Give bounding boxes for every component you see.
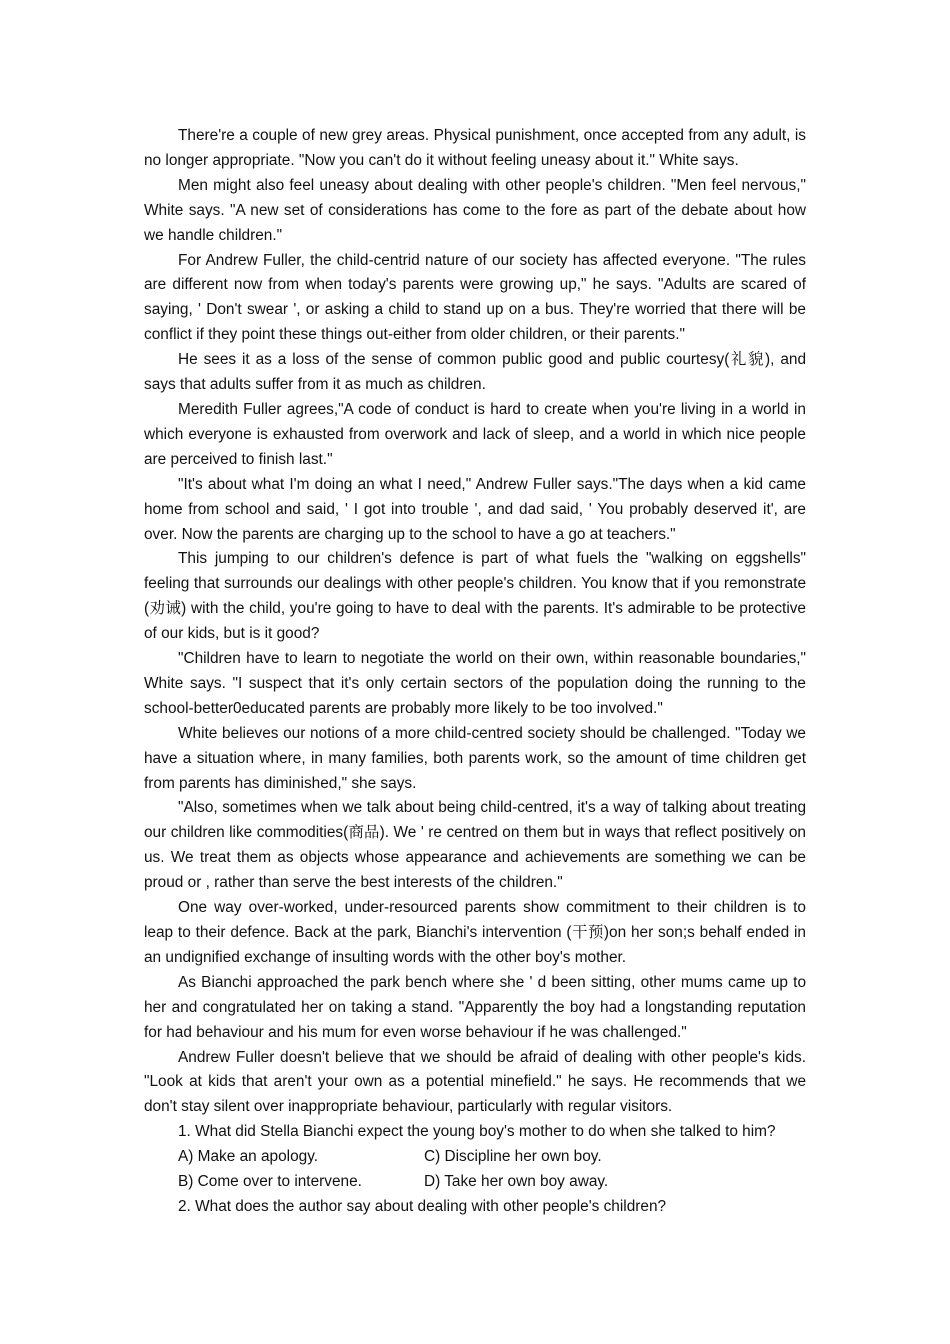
option-c: C) Discipline her own boy. bbox=[424, 1148, 602, 1166]
paragraph-9: White believes our notions of a more child-centred society should be challenged. "Today we have a situation where, in many families, both parents work, so the amount of time children get from parents has diminished," she says. bbox=[144, 724, 806, 792]
paragraph-1: There're a couple of new grey areas. Physical punishment, once accepted from any adult, is no longer appropriate. "Now you can't do it without feeling uneasy about it." White says. bbox=[144, 127, 806, 169]
question-1-options-row-1 bbox=[144, 1145, 806, 1170]
document-page bbox=[144, 124, 806, 1220]
paragraph-12: As Bianchi approached the park bench where she ' d been sitting, other mums came up to her and congratulated her on taking a stand. "Apparently the boy had a longstanding reputation for had behaviour and his mum for even worse behaviour if he was challenged." bbox=[144, 973, 806, 1041]
option-b: B) Come over to intervene. bbox=[178, 1173, 362, 1191]
option-a: A) Make an apology. bbox=[178, 1148, 319, 1166]
paragraph-11: One way over-worked, under-resourced parents show commitment to their children is to leap to their defence. Back at the park, Bianchi's intervention (干预)on her son;s behalf ended in an undignified exchange of insulting words with the other boy's mother. bbox=[144, 899, 806, 966]
question-1-options-row-2 bbox=[144, 1170, 806, 1195]
question-2: 2. What does the author say about dealing with other people's children? bbox=[178, 1197, 667, 1215]
paragraph-6: "It's about what I'm doing an what I need," Andrew Fuller says."The days when a kid came home from school and said, ' I got into trouble ', and dad said, ' You probably deserved it', are over. Now the parents are charging up to the school to have a go at teachers." bbox=[144, 475, 806, 543]
paragraph-5: Meredith Fuller agrees,"A code of conduct is hard to create when you're living in a world in which everyone is exhausted from overwork and lack of sleep, and a world in which nice people are perceived to finish last." bbox=[144, 400, 806, 468]
paragraph-8: "Children have to learn to negotiate the world on their own, within reasonable boundaries," White says. "I suspect that it's only certain sectors of the population doing the running to the school-better0educated parents are probably more likely to be too involved." bbox=[144, 650, 806, 717]
option-d: D) Take her own boy away. bbox=[424, 1173, 609, 1191]
paragraph-10: "Also, sometimes when we talk about being child-centred, it's a way of talking about treating our children like commodities(商品). We ' re centred on them but in ways that reflect positively on us. We treat them as objects whose appearance and achievements are something we can be proud or , rather than serve the best interests of the children." bbox=[144, 799, 806, 892]
paragraph-13: Andrew Fuller doesn't believe that we should be afraid of dealing with other people's kids. "Look at kids that aren't your own as a potential minefield." he says. He recommends that we don't stay silent over inappropriate behaviour, particularly with regular visitors. bbox=[144, 1048, 806, 1116]
paragraph-4: He sees it as a loss of the sense of common public good and public courtesy(礼貌), and says that adults suffer from it as much as children. bbox=[144, 351, 806, 394]
paragraph-7: This jumping to our children's defence is part of what fuels the "walking on eggshells" feeling that surrounds our dealings with other people's children. You know that if you remonstrate (劝诫) with the child, you're going to have to deal with the parents. It's admirable to be protective of our kids, but is it good? bbox=[144, 550, 806, 643]
paragraph-3: For Andrew Fuller, the child-centrid nature of our society has affected everyone. "The rules are different now from when today's parents were growing up," he says. "Adults are scared of saying, ' Don't swear ', or asking a child to stand up on a bus. They're worried that there will be conflict if they point these things out-either from older children, or their parents." bbox=[144, 251, 806, 344]
paragraph-2: Men might also feel uneasy about dealing with other people's children. "Men feel nervous," White says. "A new set of considerations has come to the fore as part of the debate about how we handle children." bbox=[144, 176, 806, 244]
question-1: 1. What did Stella Bianchi expect the young boy's mother to do when she talked to him? bbox=[178, 1123, 776, 1141]
